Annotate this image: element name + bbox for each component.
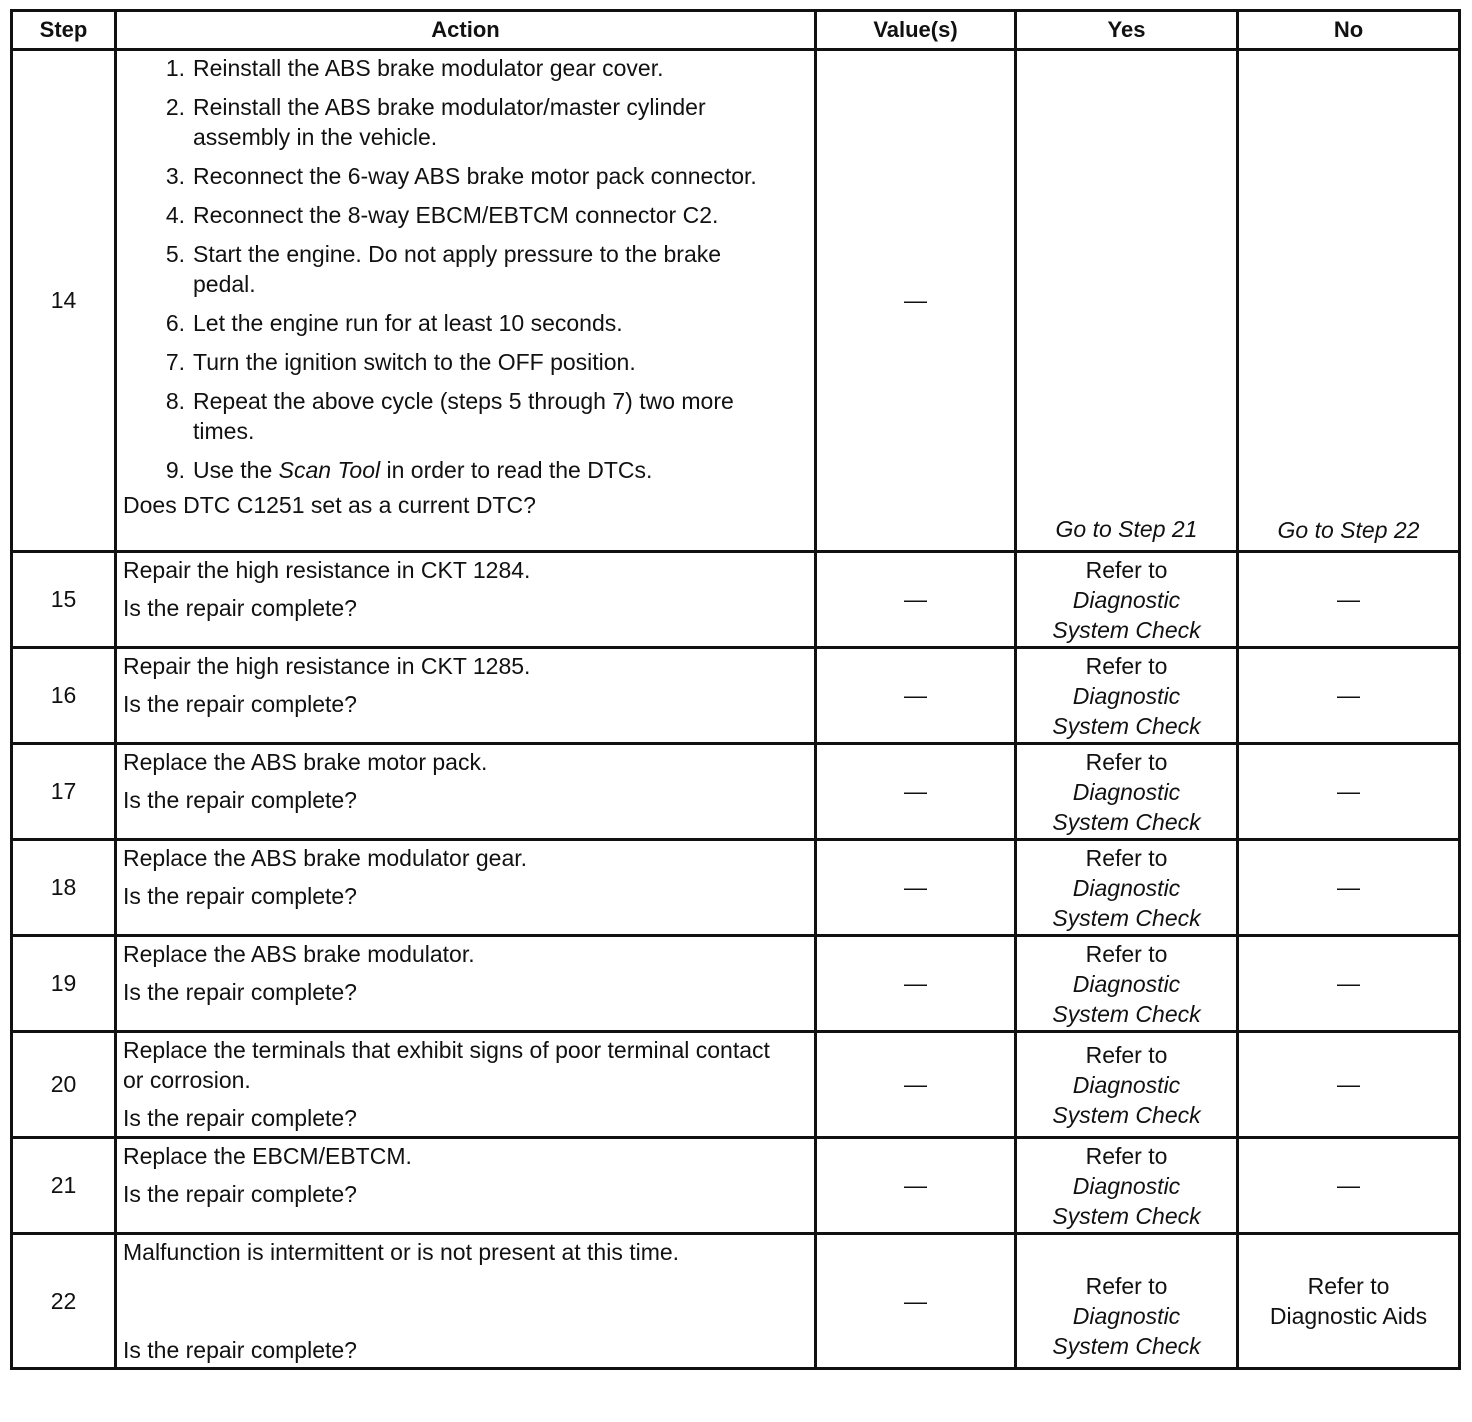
yes-cell: Refer to Diagnostic System Check [1016,1234,1238,1369]
value-cell: — [816,50,1016,552]
action-cell [116,50,816,552]
action-cell [116,840,816,936]
step-number: 16 [12,648,116,744]
value-cell: — [816,840,1016,936]
value-cell: — [816,552,1016,648]
action-cell [116,1234,816,1369]
no-cell: — [1238,1032,1460,1138]
table-row-step-17 [12,744,1460,840]
action-cell [116,1138,816,1234]
list-item: 8. Repeat the above cycle (steps 5 through 7) two more times. [165,388,734,444]
list-item: 6. Let the engine run for at least 10 seconds. [165,310,623,336]
step-question: Is the repair complete? [123,883,357,909]
no-cell: Go to Step 22 [1238,50,1460,552]
value-cell: — [816,936,1016,1032]
header-row [12,11,1460,50]
table-row-step-19 [12,936,1460,1032]
no-cell: — [1238,552,1460,648]
action-text: Repair the high resistance in CKT 1284. [123,557,531,583]
table-row-step-21 [12,1138,1460,1234]
yes-cell: Refer to Diagnostic System Check [1016,648,1238,744]
header-yes: Yes [1016,11,1238,50]
step-number: 18 [12,840,116,936]
action-text: Replace the EBCM/EBTCM. [123,1143,412,1169]
list-item: 7. Turn the ignition switch to the OFF position. [165,349,636,375]
step-question: Is the repair complete? [123,1105,357,1131]
no-cell: — [1238,936,1460,1032]
list-item: 5. Start the engine. Do not apply pressure to the brake pedal. [165,241,722,297]
table-row-step-22 [12,1234,1460,1369]
value-cell: — [816,648,1016,744]
yes-cell: Refer to Diagnostic System Check [1016,1138,1238,1234]
action-cell [116,744,816,840]
header-values: Value(s) [816,11,1016,50]
no-cell: — [1238,744,1460,840]
value-cell: — [816,1032,1016,1138]
no-cell: Refer to Diagnostic Aids [1238,1234,1460,1369]
list-item: 4. Reconnect the 8-way EBCM/EBTCM connector C2. [165,202,719,228]
header-action: Action [116,11,816,50]
step-number: 14 [12,50,116,552]
action-cell [116,552,816,648]
action-text: Malfunction is intermittent or is not present at this time. [123,1239,680,1265]
list-item: 3. Reconnect the 6-way ABS brake motor pack connector. [165,163,757,189]
action-cell [116,648,816,744]
step-question: Is the repair complete? [123,1337,357,1363]
action-text: Replace the ABS brake motor pack. [123,749,488,775]
yes-cell: Refer to Diagnostic System Check [1016,744,1238,840]
step-number: 19 [12,936,116,1032]
table-row-step-14 [12,50,1460,552]
table-row-step-16 [12,648,1460,744]
value-cell: — [816,744,1016,840]
yes-cell: Refer to Diagnostic System Check [1016,552,1238,648]
value-cell: — [816,1234,1016,1369]
step-number: 22 [12,1234,116,1369]
step-question: Is the repair complete? [123,979,357,1005]
yes-cell: Refer to Diagnostic System Check [1016,936,1238,1032]
no-cell: — [1238,840,1460,936]
table-row-step-20 [12,1032,1460,1138]
table-row-step-18 [12,840,1460,936]
list-item: 1. Reinstall the ABS brake modulator gear cover. [165,55,664,81]
step-question: Is the repair complete? [123,1181,357,1207]
step-question: Is the repair complete? [123,595,357,621]
yes-cell: Refer to Diagnostic System Check [1016,840,1238,936]
header-no: No [1238,11,1460,50]
step-number: 17 [12,744,116,840]
action-text: Replace the ABS brake modulator gear. [123,845,528,871]
list-item: 2. Reinstall the ABS brake modulator/master cylinder assembly in the vehicle. [165,94,706,150]
action-cell [116,936,816,1032]
step-number: 21 [12,1138,116,1234]
no-cell: — [1238,1138,1460,1234]
table-row-step-15 [12,552,1460,648]
step-question: Does DTC C1251 set as a current DTC? [123,492,536,518]
action-cell [116,1032,816,1138]
action-text: Replace the terminals that exhibit signs of poor terminal contact or corrosion. [123,1037,770,1093]
action-text: Replace the ABS brake modulator. [123,941,475,967]
action-text: Repair the high resistance in CKT 1285. [123,653,531,679]
yes-cell: Go to Step 21 [1016,50,1238,552]
no-cell: — [1238,648,1460,744]
step-number: 20 [12,1032,116,1138]
step-question: Is the repair complete? [123,787,357,813]
scan-tool-term: Scan Tool [278,457,381,483]
action-steps-list [123,53,808,485]
diagnostic-table [10,9,1461,1370]
value-cell: — [816,1138,1016,1234]
yes-cell: Refer to Diagnostic System Check [1016,1032,1238,1138]
step-question: Is the repair complete? [123,691,357,717]
list-item: 9. Use the Scan Tool in order to read the DTCs. [165,457,653,483]
step-number: 15 [12,552,116,648]
header-step: Step [12,11,116,50]
